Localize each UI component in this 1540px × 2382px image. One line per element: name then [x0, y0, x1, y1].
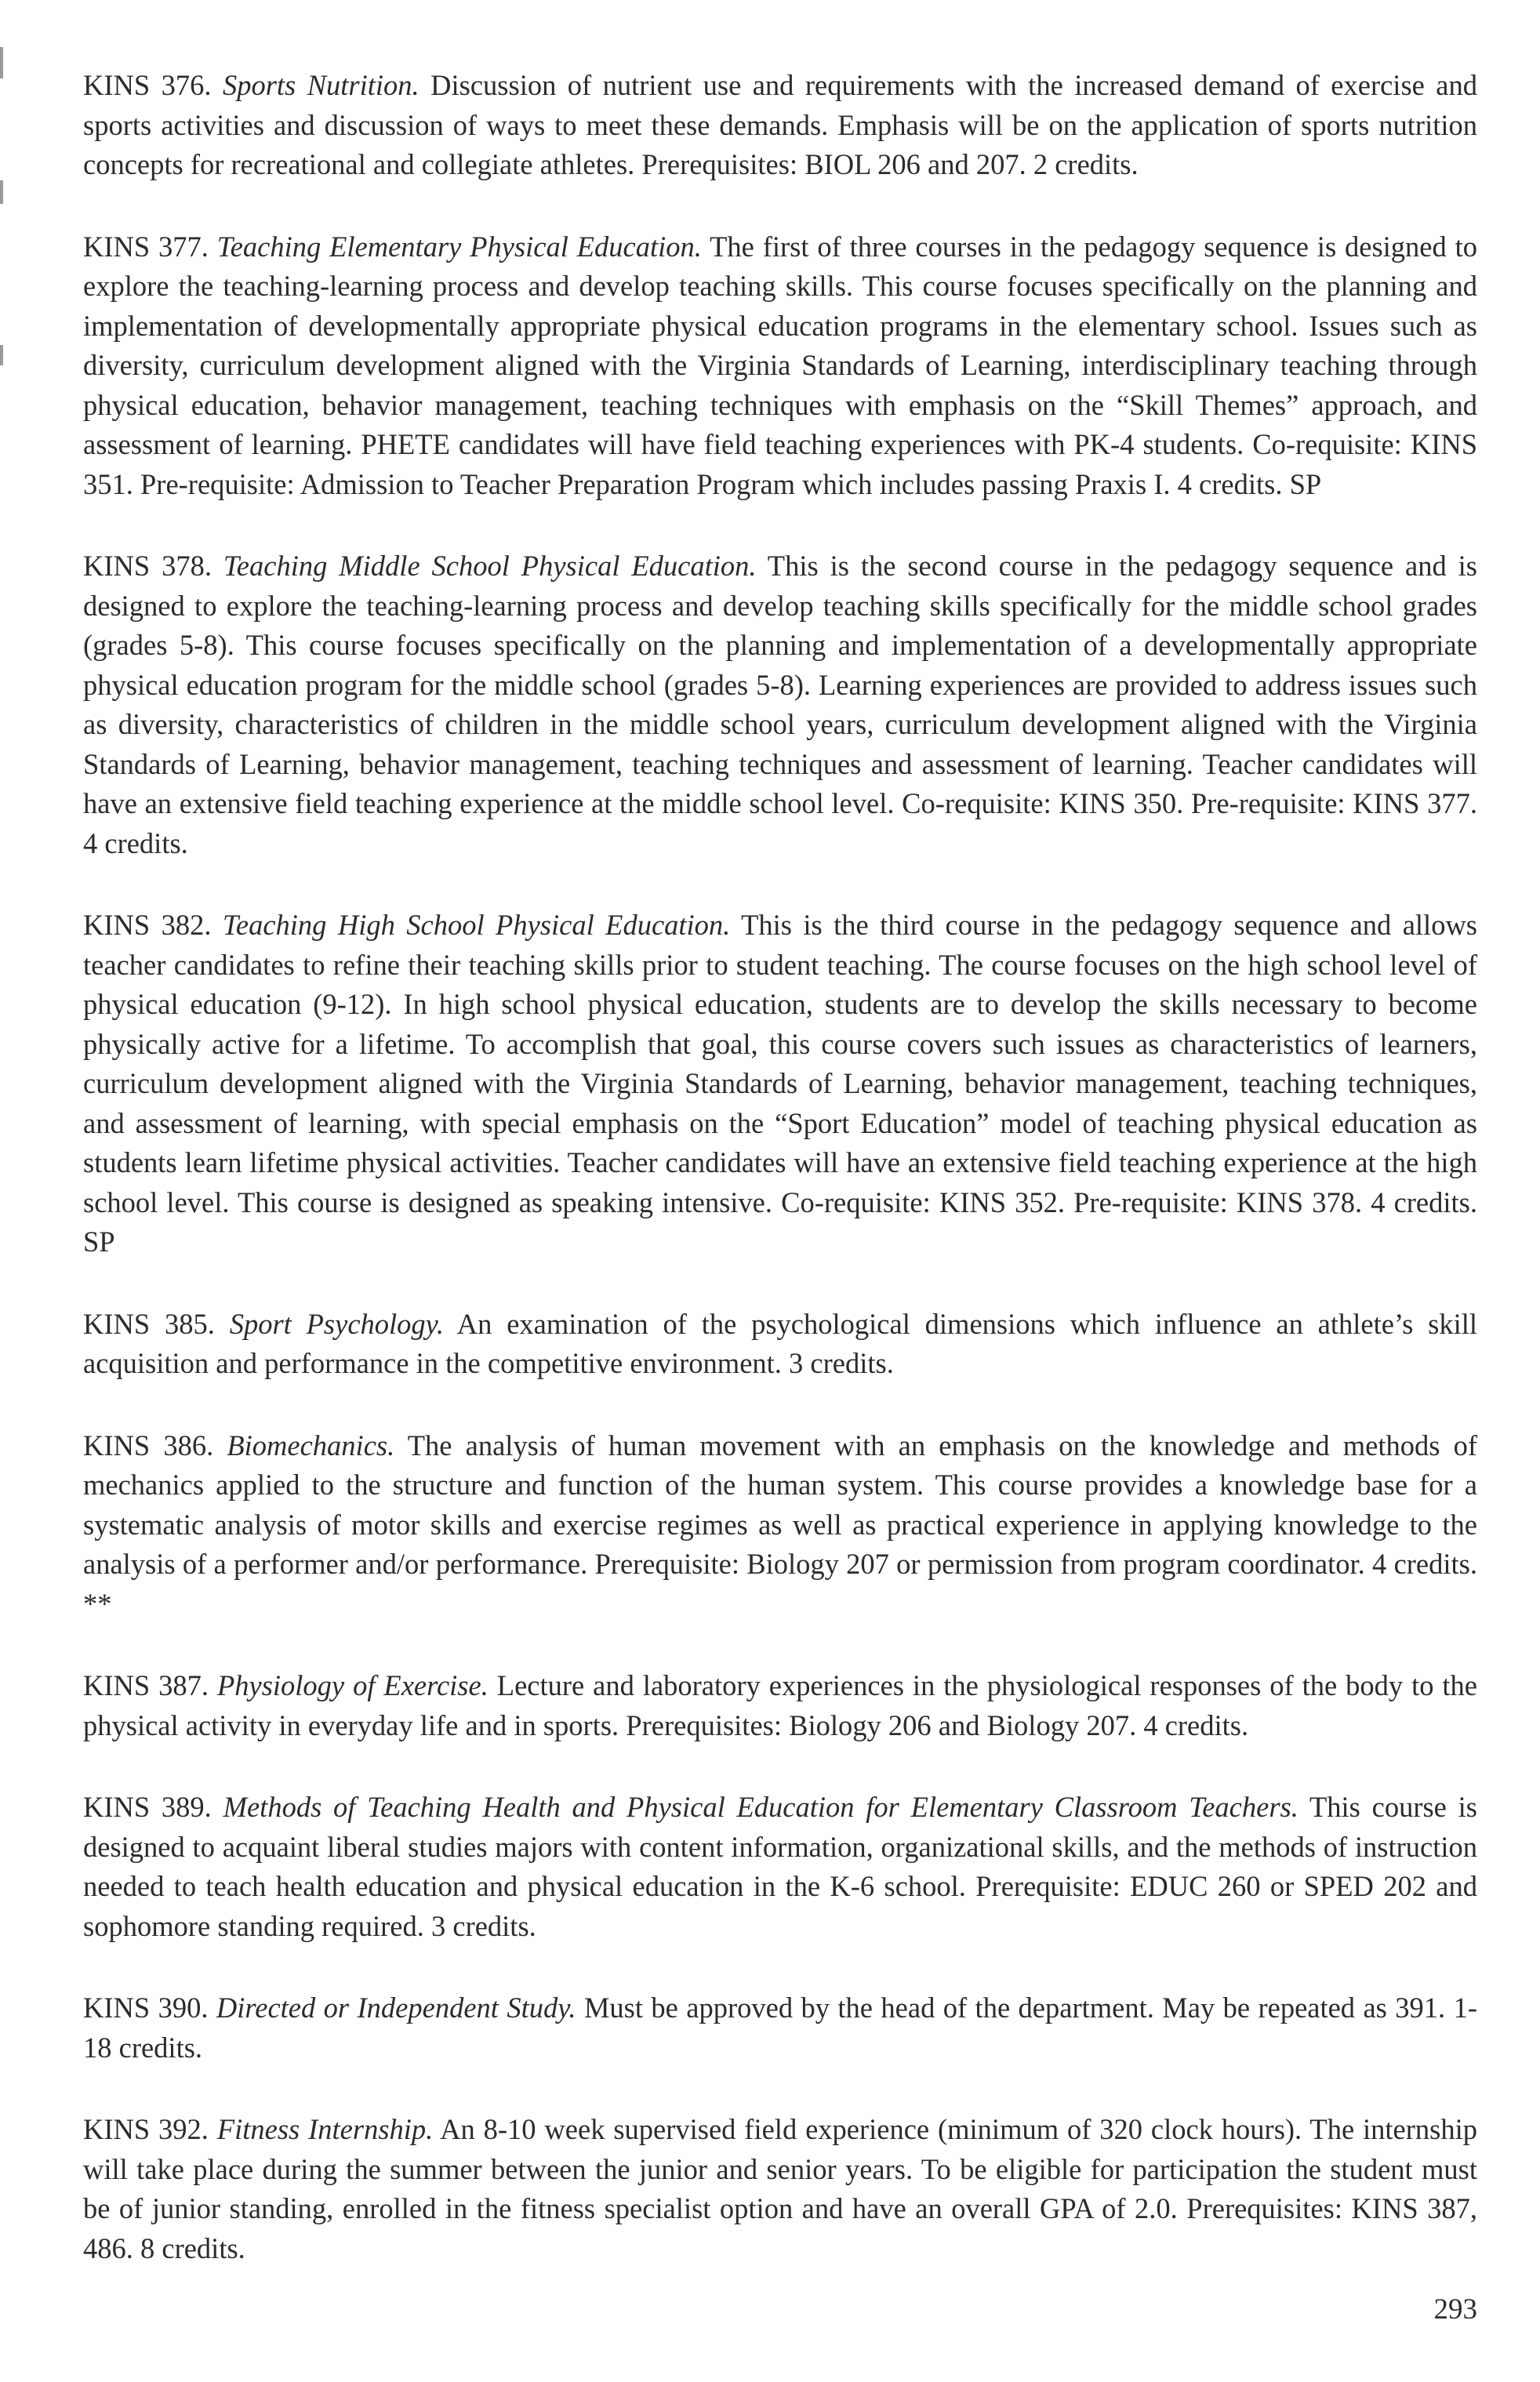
- course-entry-kins-387: [83, 1666, 1477, 1745]
- course-entry-kins-378: [83, 546, 1477, 863]
- course-code: KINS 389.: [83, 1791, 212, 1823]
- course-code: KINS 376.: [83, 69, 212, 101]
- course-code: KINS 377.: [83, 230, 209, 263]
- course-description: Lecture and laboratory experiences in the physiological responses of the body to the physical activity in everyday life and in sports. Prerequisites: Biology 206 and Biology 207. 4 credits.: [83, 1669, 1478, 1741]
- course-description: An 8-10 week supervised field experience (minimum of 320 clock hours). The internship will take place during the summer between the junior and senior years. To be eligible for participation the student must be of junior standing, enrolled in the fitness specialist option and have an overall GPA of 2.0. Prerequisites: KINS 387, 486. 8 credits.: [83, 2113, 1477, 2264]
- course-code: KINS 392.: [83, 2113, 209, 2145]
- course-title: Teaching Middle School Physical Education.: [223, 550, 757, 582]
- course-title: Teaching High School Physical Education.: [222, 909, 731, 941]
- course-entry-kins-385: [83, 1305, 1477, 1384]
- scan-edge-mark: [0, 180, 3, 204]
- page-number: 293: [1433, 2293, 1477, 2326]
- scan-edge-mark: [0, 47, 3, 78]
- course-description: Must be approved by the head of the department. May be repeated as 391. 1-18 credits.: [83, 1992, 1477, 2064]
- course-entry-kins-377: [83, 227, 1477, 505]
- course-title: Directed or Independent Study.: [216, 1992, 576, 2024]
- course-code: KINS 385.: [83, 1307, 215, 1340]
- course-entry-kins-376: [83, 66, 1477, 185]
- course-title: Sports Nutrition.: [222, 69, 420, 101]
- course-title: Fitness Internship.: [216, 2113, 434, 2145]
- course-entry-kins-386: [83, 1426, 1477, 1625]
- course-description: The first of three courses in the pedagogy sequence is designed to explore the teaching-learning process and develop teaching skills. This course focuses specifically on the planning and implementation of developmentally appropriate physical education programs in the elementary school. Issues such as diversity, curriculum development aligned with the Virginia Standards of Learning, interdisciplinary teaching through physical education, behavior management, teaching techniques with emphasis on the “Skill Themes” approach, and assessment of learning. PHETE candidates will have field teaching experiences with PK-4 students. Co-requisite: KINS 351. Pre-requisite: Admission to Teacher Preparation Program which includes passing Praxis I. 4 credits. SP: [83, 230, 1477, 500]
- course-entry-kins-389: [83, 1788, 1477, 1946]
- course-entry-kins-390: [83, 1988, 1477, 2068]
- course-code: KINS 386.: [83, 1429, 214, 1462]
- course-catalog-page: [83, 66, 1477, 2311]
- course-code: KINS 390.: [83, 1992, 209, 2024]
- course-entry-kins-392: [83, 2110, 1477, 2268]
- course-title: Biomechanics.: [227, 1429, 395, 1462]
- course-description: The analysis of human movement with an emphasis on the knowledge and methods of mechanics applied to the structure and function of the human system. This course provides a knowledge base for a systematic analysis of motor skills and exercise regimes as well as practical experience in applying knowledge to the analysis of a performer and/or performance. Prerequisite: Biology 207 or permission from program coordinator. 4 credits. **: [83, 1429, 1478, 1620]
- course-description: This course is designed to acquaint liberal studies majors with content information, organizational skills, and the methods of instruction needed to teach health education and physical education in the K-6 school. Prerequisite: EDUC 260 or SPED 202 and sophomore standing required. 3 credits.: [83, 1791, 1477, 1942]
- course-title: Methods of Teaching Health and Physical Education for Elementary Classroom Teachers.: [223, 1791, 1298, 1823]
- course-code: KINS 382.: [83, 909, 212, 941]
- course-description: Discussion of nutrient use and requirements with the increased demand of exercise and sports activities and discussion of ways to meet these demands. Emphasis will be on the application of sports nutrition concepts for recreational and collegiate athletes. Prerequisites: BIOL 206 and 207. 2 credits.: [83, 69, 1477, 180]
- course-description: An examination of the psychological dimensions which influence an athlete’s skill acquisition and performance in the competitive environment. 3 credits.: [83, 1307, 1477, 1379]
- course-title: Teaching Elementary Physical Education.: [216, 230, 702, 263]
- course-code: KINS 378.: [83, 550, 212, 582]
- course-code: KINS 387.: [83, 1669, 209, 1701]
- course-description: This is the third course in the pedagogy sequence and allows teacher candidates to refine their teaching skills prior to student teaching. The course focuses on the high school level of physical education (9-12). In high school physical education, students are to develop the skills necessary to become physically active for a lifetime. To accomplish that goal, this course covers such issues as characteristics of learners, curriculum development aligned with the Virginia Standards of Learning, behavior management, teaching techniques, and assessment of learning, with special emphasis on the “Sport Education” model of teaching physical education as students learn lifetime physical activities. Teacher candidates will have an extensive field teaching experience at the high school level. This course is designed as speaking intensive. Co-requisite: KINS 352. Pre-requisite: KINS 378. 4 credits. SP: [83, 909, 1478, 1258]
- course-description: This is the second course in the pedagogy sequence and is designed to explore the teaching-learning process and develop teaching skills specifically for the middle school grades (grades 5-8). This course focuses specifically on the planning and implementation of a developmentally appropriate physical education program for the middle school (grades 5-8). Learning experiences are provided to address issues such as diversity, characteristics of children in the middle school years, curriculum development aligned with the Virginia Standards of Learning, behavior management, teaching techniques and assessment of learning. Teacher candidates will have an extensive field teaching experience at the middle school level. Co-requisite: KINS 350. Pre-requisite: KINS 377. 4 credits.: [83, 550, 1477, 859]
- course-title: Sport Psychology.: [229, 1307, 444, 1340]
- scan-edge-mark: [0, 345, 3, 365]
- course-title: Physiology of Exercise.: [216, 1669, 489, 1701]
- course-entry-kins-382: [83, 906, 1477, 1262]
